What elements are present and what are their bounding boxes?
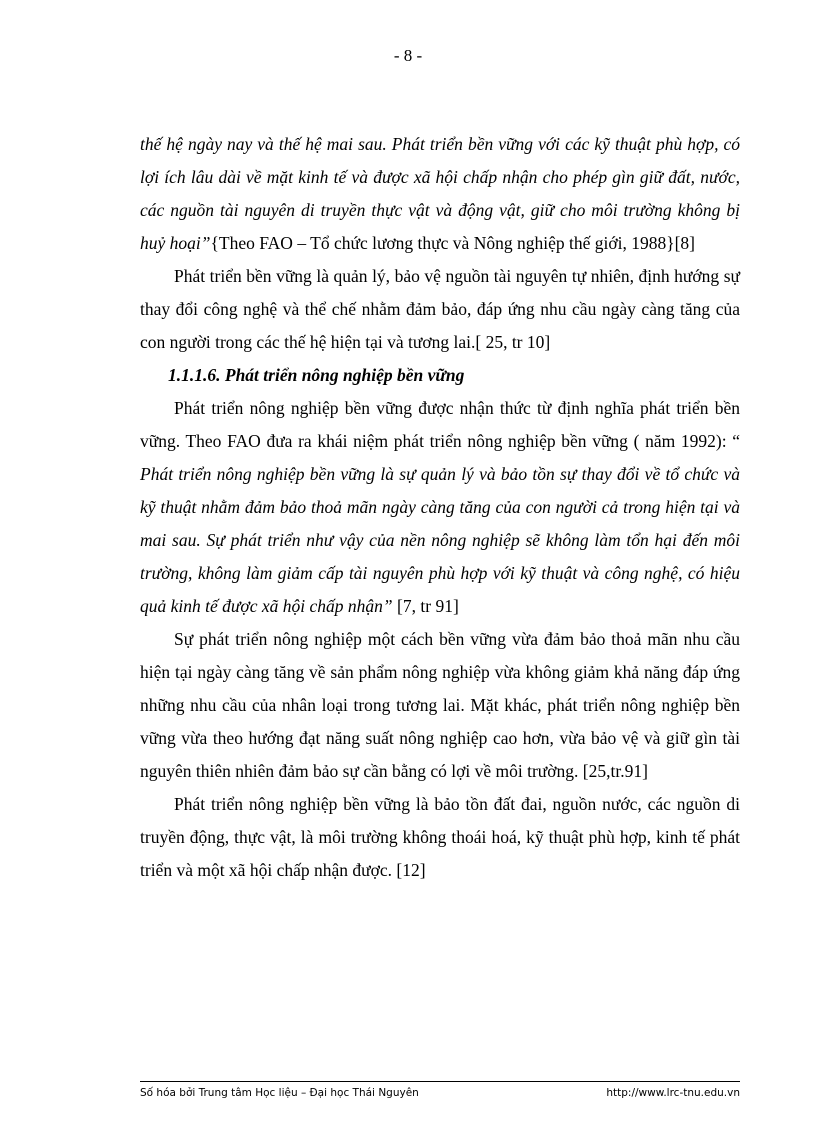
document-body <box>140 128 740 887</box>
quote-fao-1992: Phát triển nông nghiệp bền vững là sự quản lý và bảo tồn sự thay đổi về tổ chức và kỹ thuật nhằm đảm bảo thoả mãn ngày càng tăng của con người cả trong hiện tại và mai sau. Sự phát triển như vậy của nền nông nghiệp sẽ không làm tổn hại đến môi trường, không làm giảm cấp tài nguyên phù hợp với kỹ thuật và công nghệ, có hiệu quả kinh tế được xã hội chấp nhận” <box>140 464 740 616</box>
section-heading: 1.1.1.6. Phát triển nông nghiệp bền vững <box>168 365 465 385</box>
footer <box>140 1087 740 1099</box>
quote-fao-1988: thế hệ ngày nay và thế hệ mai sau. Phát triển bền vững với các kỹ thuật phù hợp, có lợi ích lâu dài về mặt kinh tế và được xã hội chấp nhận cho phép gìn giữ đất, nước, các nguồn tài nguyên di truyền thực vật và động vật, giữ cho môi trường không bị huỷ hoại” <box>140 134 740 253</box>
footer-url[interactable]: http://www.lrc-tnu.edu.vn <box>606 1087 740 1099</box>
footer-source: Số hóa bởi Trung tâm Học liệu – Đại học Thái Nguyên <box>140 1087 419 1099</box>
paragraph-3-intro: Phát triển nông nghiệp bền vững được nhận thức từ định nghĩa phát triển bền vững. Theo FAO đưa ra khái niệm phát triển nông nghiệp bền vững ( năm 1992): “ <box>140 398 740 451</box>
paragraph-2: Phát triển bền vững là quản lý, bảo vệ nguồn tài nguyên tự nhiên, định hướng sự thay đổi công nghệ và thể chế nhằm đảm bảo, đáp ứng nhu cầu ngày càng tăng của con người trong các thế hệ hiện tại và tương lai.[ 25, tr 10] <box>140 266 740 352</box>
paragraph-1 <box>140 128 740 260</box>
paragraph-5: Phát triển nông nghiệp bền vững là bảo tồn đất đai, nguồn nước, các nguồn di truyền động, thực vật, là môi trường không thoái hoá, kỹ thuật phù hợp, kinh tế phát triển và một xã hội chấp nhận được. [12] <box>140 794 740 880</box>
citation-fao-1992: [7, tr 91] <box>392 596 459 616</box>
paragraph-4: Sự phát triển nông nghiệp một cách bền vững vừa đảm bảo thoả mãn nhu cầu hiện tại ngày càng tăng về sản phẩm nông nghiệp vừa không giảm khả năng đáp ứng những nhu cầu của nhân loại trong tương lai. Mặt khác, phát triển nông nghiệp bền vững vừa theo hướng đạt năng suất nông nghiệp cao hơn, vừa bảo vệ và giữ gìn tài nguyên thiên nhiên đảm bảo sự cần bằng có lợi về môi trường. [25,tr.91] <box>140 629 740 781</box>
citation-fao-1988: {Theo FAO – Tổ chức lương thực và Nông nghiệp thế giới, 1988}[8] <box>210 233 695 253</box>
footer-divider <box>140 1081 740 1082</box>
page-number: - 8 - <box>393 46 423 65</box>
paragraph-3 <box>140 392 740 623</box>
